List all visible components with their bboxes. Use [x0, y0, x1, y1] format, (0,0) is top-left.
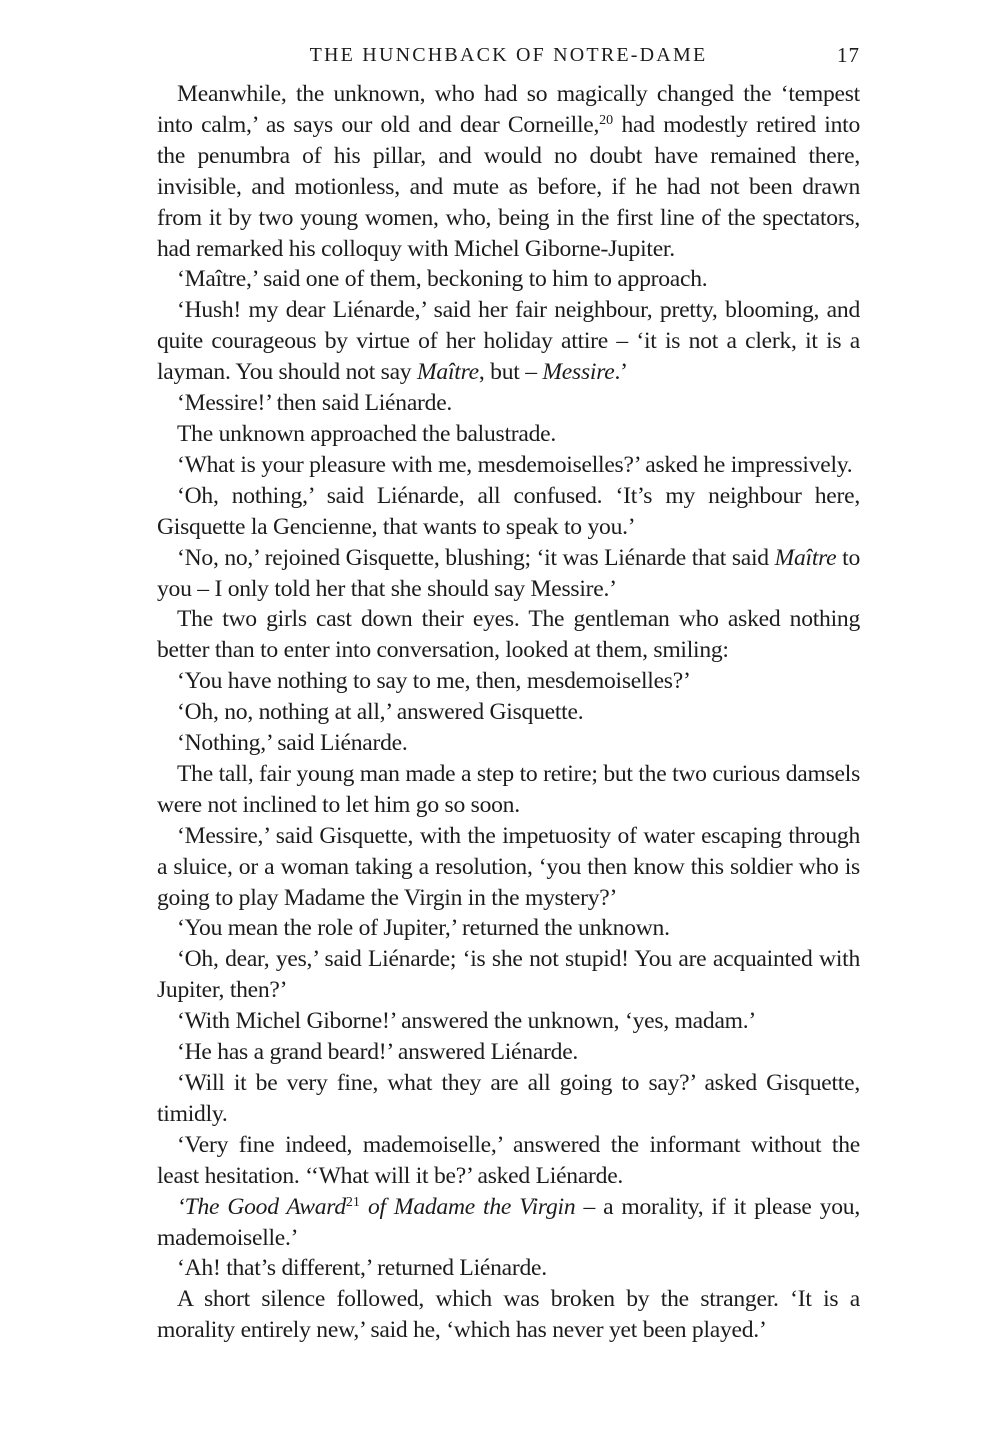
paragraph-19: ‘Will it be very fine, what they are all going to say?’ asked Gisquette, timidly. [157, 1070, 860, 1127]
paragraph-15: ‘You mean the role of Jupiter,’ returned the unknown. [177, 915, 670, 942]
page-number: 17 [837, 43, 860, 67]
footnote-ref-21[interactable]: 21 [345, 1194, 360, 1210]
paragraph-21: ‘The Good Award$^{21}$ of Madame the Virgin – a morality, if it please you, mademoiselle.’ [157, 1193, 861, 1251]
paragraph-11: ‘Oh, no, nothing at all,’ answered Gisquette. [177, 699, 584, 726]
paragraph-5: The unknown approached the balustrade. [177, 420, 557, 447]
paragraph-1: Meanwhile, the unknown, who had so magically changed the ‘tempest into calm,’ as says our old and dear Corneille,$^{20}$ had modestly retired into the penumbra of his pillar, and would no doubt have remained there, invisible, and motionless, and mute as before, if he had not been drawn from it by two young women, who, being in the first line of the spectators, had remarked his colloquy with Michel Giborne-Jupiter. [157, 81, 860, 262]
paragraph-17: ‘With Michel Giborne!’ answered the unknown, ‘yes, madam.’ [177, 1008, 757, 1035]
paragraph-3: ‘Hush! my dear Liénarde,’ said her fair neighbour, pretty, blooming, and quite courageous by virtue of her holiday attire – ‘it is not a clerk, it is a layman. You should not say Maître, but – Messire.’ [157, 297, 860, 386]
paragraph-23: A short silence followed, which was broken by the stranger. ‘It is a morality entirely new,’ said he, ‘which has never yet been played.’ [157, 1286, 860, 1344]
paragraph-9: The two girls cast down their eyes. The gentleman who asked nothing better than to enter into conversation, looked at them, smiling: [157, 606, 860, 664]
running-title: THE HUNCHBACK OF NOTRE-DAME [309, 44, 708, 66]
paragraph-10: ‘You have nothing to say to me, then, mesdemoiselles?’ [177, 668, 691, 695]
paragraph-7: ‘Oh, nothing,’ said Liénarde, all confused. ‘It’s my neighbour here, Gisquette la Gencienne, that wants to speak to you.’ [157, 482, 860, 540]
paragraph-8: ‘No, no,’ rejoined Gisquette, blushing; ‘it was Liénarde that said Maître to you – I only told her that she should say Messire.’ [157, 544, 860, 602]
footnote-ref-20[interactable]: 20 [599, 112, 614, 128]
paragraph-16: ‘Oh, dear, yes,’ said Liénarde; ‘is she not stupid! You are acquainted with Jupiter, then?’ [157, 946, 860, 1004]
paragraph-2: ‘Maître,’ said one of them, beckoning to him to approach. [177, 266, 708, 293]
paragraph-13: The tall, fair young man made a step to retire; but the two curious damsels were not inclined to let him go so soon. [157, 760, 860, 818]
paragraph-18: ‘He has a grand beard!’ answered Liénarde. [177, 1039, 579, 1066]
paragraph-14: ‘Messire,’ said Gisquette, with the impetuosity of water escaping through a sluice, or a woman taking a resolution, ‘you then know this soldier who is going to play Madame the Virgin in the mystery?’ [157, 822, 860, 911]
paragraph-4: ‘Messire!’ then said Liénarde. [177, 390, 453, 417]
running-header [157, 40, 860, 70]
paragraph-12: ‘Nothing,’ said Liénarde. [177, 730, 408, 757]
paragraph-22: ‘Ah! that’s different,’ returned Liénarde. [177, 1255, 547, 1282]
body-text [157, 79, 860, 1346]
paragraph-20: ‘Very fine indeed, mademoiselle,’ answered the informant without the least hesitation. ‘‘What will it be?’ asked Liénarde. [157, 1131, 860, 1189]
paragraph-6: ‘What is your pleasure with me, mesdemoiselles?’ asked he impressively. [177, 451, 853, 478]
